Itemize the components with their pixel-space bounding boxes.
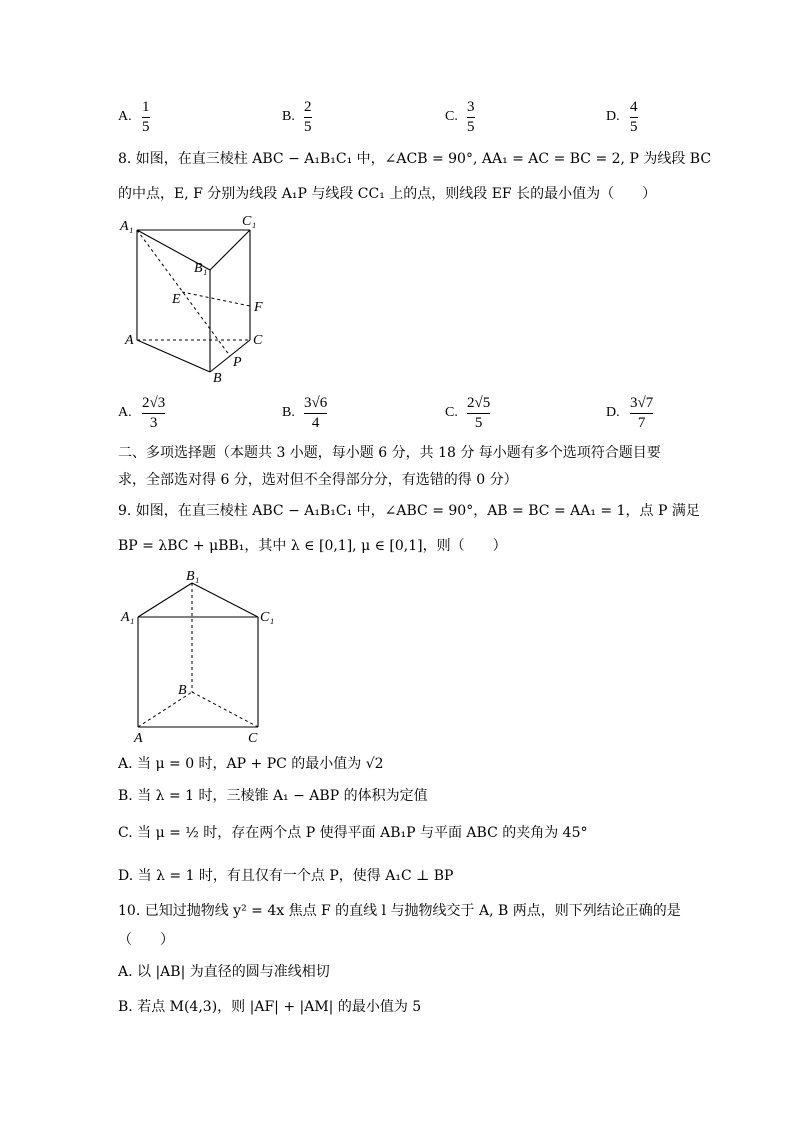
label-b: B	[213, 371, 222, 386]
label-p: P	[233, 355, 242, 370]
q8-option-c-fraction	[467, 395, 490, 432]
label-b1: B₁	[186, 569, 200, 584]
edge-a1b1	[138, 583, 192, 617]
section2-instructions-line2: 求，全部选对得 6 分，选对但不全得部分分，有选错的得 0 分）	[118, 472, 518, 488]
label-b: B	[178, 683, 187, 698]
denominator: 5	[474, 415, 483, 431]
numerator: 2√5	[467, 395, 491, 411]
numerator: 3√6	[304, 395, 328, 411]
edge-b1c1	[192, 583, 258, 617]
q10-option-b: B. 若点 M(4,3)，则 |AF| + |AM| 的最小值为 5	[118, 999, 422, 1015]
q8-option-d-fraction	[630, 395, 653, 432]
label-f: F	[254, 300, 263, 315]
label-c: C	[248, 731, 258, 746]
label-c1: C₁	[260, 610, 275, 625]
denominator: 7	[637, 415, 646, 431]
q10-text-line2: （ ）	[118, 932, 174, 948]
q7-option-a-fraction	[142, 99, 150, 136]
q7-option-d-label: D.	[606, 109, 620, 124]
q9-text-line1: 9. 如图，在直三棱柱 ABC − A₁B₁C₁ 中，∠ABC = 90°，AB = BC = AA₁ = 1，点 P 满足	[118, 503, 700, 519]
q9-text-line2: BP = λBC + μBB₁，其中 λ ∈ [0,1], μ ∈ [0,1]，则（ ）	[118, 538, 507, 554]
label-c: C	[253, 333, 263, 348]
label-a1: A₁	[120, 219, 134, 234]
q9-option-b: B. 当 λ = 1 时，三棱锥 A₁ − ABP 的体积为定值	[118, 788, 428, 804]
q8-option-a-fraction	[142, 395, 165, 432]
q7-option-a-label: A.	[118, 109, 132, 124]
q7-option-b-fraction	[304, 99, 312, 136]
numerator: 1	[142, 99, 150, 115]
numerator: 3√7	[630, 395, 654, 411]
q7-option-d-fraction	[630, 99, 638, 136]
label-e: E	[172, 292, 181, 307]
label-a1: A₁	[121, 610, 135, 625]
label-a: A	[125, 333, 134, 348]
segment-ef-hidden	[182, 292, 250, 306]
q7-option-b-label: B.	[282, 109, 295, 124]
q7-option-c-fraction	[467, 99, 475, 136]
denominator: 5	[467, 119, 475, 135]
label-b1: B₁	[194, 261, 208, 276]
denominator: 3	[149, 415, 158, 431]
numerator: 2√3	[142, 395, 166, 411]
numerator: 4	[630, 99, 638, 115]
denominator: 4	[311, 415, 320, 431]
segment-a1p-hidden	[137, 230, 230, 356]
q8-option-a-label: A.	[118, 405, 132, 420]
q9-option-a: A. 当 μ = 0 时，AP + PC 的最小值为 √2	[118, 756, 384, 772]
section2-instructions-line1: 二、多项选择题（本题共 3 小题，每小题 6 分，共 18 分 每小题有多个选项符合题目要	[118, 445, 661, 461]
denominator: 5	[304, 119, 312, 135]
denominator: 5	[630, 119, 638, 135]
q8-option-d-label: D.	[606, 405, 620, 420]
q9-option-d: D. 当 λ = 1 时，有且仅有一个点 P，使得 A₁C ⊥ BP	[118, 868, 454, 884]
label-a: A	[134, 731, 143, 746]
edge-b1c1	[210, 230, 250, 270]
q9-prism-figure	[118, 565, 288, 750]
q10-option-a: A. 以 |AB| 为直径的圆与准线相切	[118, 964, 330, 980]
numerator: 2	[304, 99, 312, 115]
denominator: 5	[142, 119, 150, 135]
q10-text-line1: 10. 已知过抛物线 y² = 4x 焦点 F 的直线 l 与抛物线交于 A, B 两点，则下列结论正确的是	[118, 903, 681, 919]
label-c1: C₁	[242, 214, 257, 229]
q7-option-c-label: C.	[445, 109, 458, 124]
numerator: 3	[467, 99, 475, 115]
q8-text-line1: 8. 如图，在直三棱柱 ABC − A₁B₁C₁ 中，∠ACB = 90°, AA₁ = AC = BC = 2, P 为线段 BC	[118, 151, 712, 167]
q8-option-c-label: C.	[445, 405, 458, 420]
q8-prism-figure	[110, 210, 280, 390]
q8-option-b-fraction	[304, 395, 327, 432]
q8-text-line2: 的中点，E, F 分别为线段 A₁P 与线段 CC₁ 上的点，则线段 EF 长的最小值为（ ）	[118, 186, 657, 202]
q9-option-c: C. 当 μ = ½ 时，存在两个点 P 使得平面 AB₁P 与平面 ABC 的夹角为 45°	[118, 825, 588, 841]
edge-bc-hidden	[192, 692, 258, 727]
edge-ab	[137, 340, 210, 372]
q8-option-b-label: B.	[282, 405, 295, 420]
